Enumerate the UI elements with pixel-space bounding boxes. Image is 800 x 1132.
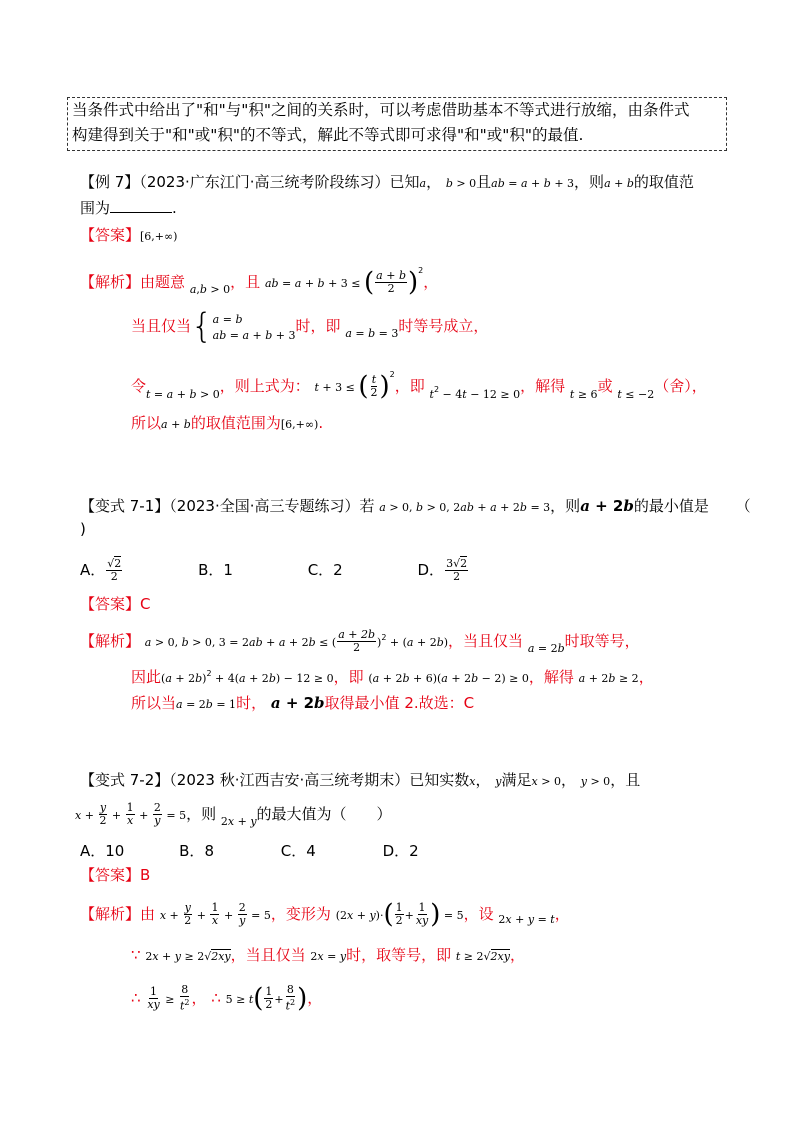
variant-7-1-analysis-line-2: 因此$(a + 2b)^2 + 4(a + 2b) - 12 \ge 0$，即 (a + 2b + 6)(a + 2b − 2) ≥ 0，解得 a + 2b ≥ 2，: [131, 668, 654, 686]
tip-line-2: 构建得到关于"和"或"积"的不等式，解此不等式即可求得"和"或"积"的最值.: [72, 126, 584, 144]
analysis-tag: 【解析】: [80, 632, 141, 650]
therefore-icon: ∴: [211, 989, 221, 1007]
therefore-icon: ∴: [131, 989, 141, 1007]
variant-tag: 【变式 7-1】: [80, 497, 170, 515]
variant-7-1-analysis-line-1: 【解析】 a > 0, b > 0, 3 = 2ab + a + 2b ≤ ( $\frac{a + 2b}{2}$ )$^2$ + (a + 2b)，当且仅当 a = 2b时取等号，: [80, 628, 640, 655]
variant-7-1-answer: 【答案】C: [80, 595, 151, 613]
variant-7-1-analysis-line-3: 所以当a = 2b = 1时， a + 2b取得最小值 2.故选：C: [131, 694, 475, 712]
example-tag: 【例 7】: [80, 173, 140, 191]
option-c: C．4: [280, 842, 316, 860]
answer-tag: 【答案】: [80, 595, 141, 613]
variant-7-2-question-line-2: x + $\frac{y}{2}$ + $\frac{1}{x}$ + $\frac{2}{y}$ = 5，则 2x + y的最大值为（ ）: [75, 801, 392, 828]
answer-tag: 【答案】: [80, 866, 141, 884]
answer-blank: [110, 198, 172, 213]
variant-7-1-question-line-1: 【变式 7-1】（2023·全国·高三专题练习）若 a > 0, b > 0, 2ab + a + 2b = 3，则a + 2b的最小值是 （: [80, 497, 751, 515]
variant-7-1-question-line-2: ): [80, 520, 86, 538]
option-b: B．8: [179, 842, 214, 860]
analysis-tag: 【解析】: [80, 905, 141, 923]
option-a: A． $\frac{√2}{2}$: [80, 557, 122, 583]
example-7-analysis-line-4: 所以a + b的取值范围为[6,+∞).: [131, 414, 324, 432]
variant-7-2-analysis-line-3: ∴ $\frac{1}{xy}$ ≥ $\frac{8}{t^2}$ ， ∴ 5 ≥ t( $\frac{1}{2}$ + $\frac{8}{t^2}$ )，: [131, 983, 323, 1014]
option-b: B．1: [198, 561, 233, 579]
variant-7-2-analysis-line-1: 【解析】由 x + $\frac{y}{2}$ + $\frac{1}{x}$ + $\frac{2}{y}$ = 5，变形为 (2x + y)·( $\frac{1}{2}$ + $\frac{1}{xy}$ ) = 5，设 2x + y = t，: [80, 899, 570, 930]
variant-7-1-options: [80, 552, 469, 588]
example-7-analysis-line-1: 【解析】由题意 $_{a,b}$ $_{> 0}$，且 ab = a + b + 3 ≤ ( $\frac{a + b}{2}$ )$^2$，: [80, 266, 439, 298]
tip-line-1: 当条件式中给出了"和"与"积"之间的关系时，可以考虑借助基本不等式进行放缩，由条件式: [72, 101, 690, 119]
variant-7-2-options: [80, 840, 419, 862]
because-icon: ∵: [131, 946, 141, 964]
example-7-answer: 【答案】[6,+∞): [80, 226, 178, 244]
option-d: D．2: [382, 842, 419, 860]
example-7-question-line-1: 【例 7】（2023·广东江门·高三统考阶段练习）已知a， b > 0且ab = a + b + 3，则a + b的取值范: [80, 173, 694, 191]
example-7-analysis-line-3: 令t = a + b > 0，则上式为： t + 3 ≤ ( $\frac{t}{2}$ )$^2$，即 $t^2 - 4t - 12 \ge 0$，解得 t ≥ 6或 t ≤ −2（舍），: [131, 370, 707, 402]
option-a: A．10: [80, 842, 125, 860]
option-d: D． $\frac{3√2}{2}$: [417, 557, 468, 583]
option-c: C．2: [307, 561, 343, 579]
variant-7-2-analysis-line-2: ∵ 2x + y ≥ 2√2xy，当且仅当 2x = y时，取等号，即 t ≥ 2√2xy，: [131, 946, 525, 964]
variant-7-2-answer: 【答案】B: [80, 866, 151, 884]
example-7-question-line-2: 围为 .: [80, 199, 177, 217]
example-7-analysis-line-2: 当且仅当{ a = b ab = a + b + 3 时，即 a = b = 3时等号成立，: [131, 306, 489, 347]
variant-tag: 【变式 7-2】: [80, 771, 170, 789]
answer-tag: 【答案】: [80, 226, 141, 244]
analysis-tag: 【解析】: [80, 273, 141, 291]
variant-7-2-question-line-1: 【变式 7-2】（2023 秋·江西吉安·高三统考期末）已知实数x， y满足x > 0， y > 0，且: [80, 771, 641, 789]
